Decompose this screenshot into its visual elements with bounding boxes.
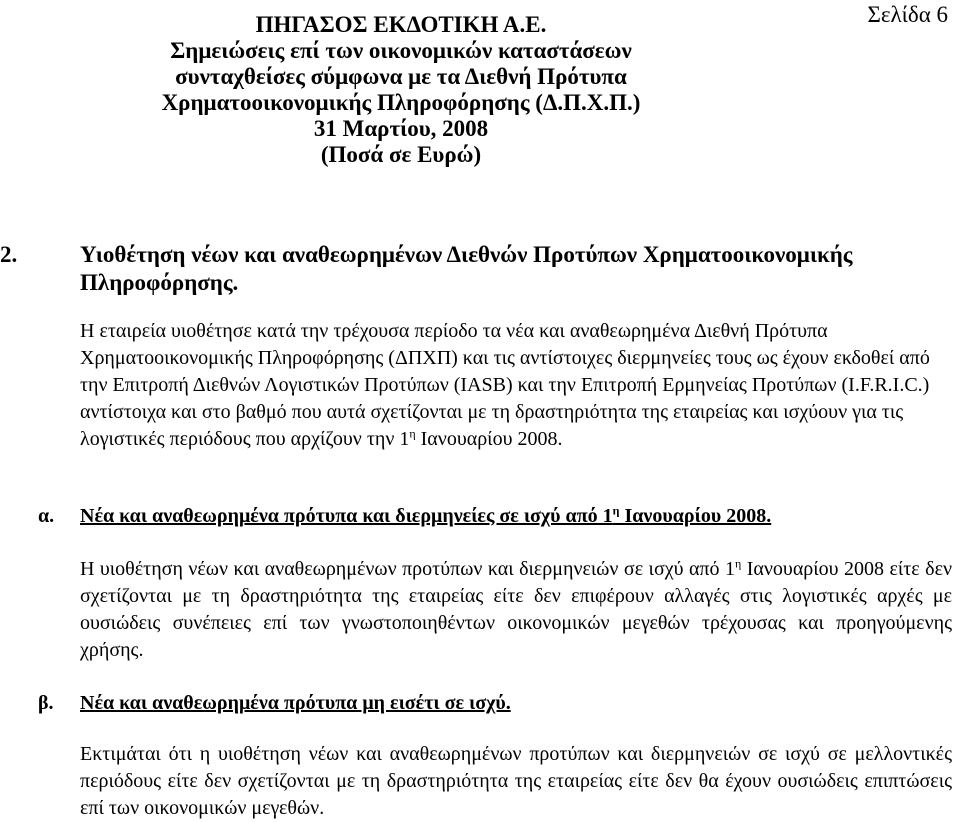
intro-text: Η εταιρεία υιοθέτησε κατά την τρέχουσα περίοδο τα νέα και αναθεωρημένα Διεθνή Πρότυπα Χρηματοοικονομικής Πληροφόρησης (ΔΠΧΠ) και τις αντίστοιχες διερμηνείες τους ως έχουν εκδοθεί από την Επιτροπή Διεθνών Λογιστικών Προτύπων (IASB) και την Επιτροπή Ερμηνείας Προτύπων (I.F.R.I.C.) αντίστοιχα και στο βαθμό που αυτά σχετίζονται με τη δραστηριότητα της εταιρείας και ισχύουν για τις λογιστικές περιόδους που αρχίζουν την 1 [80, 320, 930, 450]
subsection-a-body-end: Ιανουαρίου 2008 είτε δεν σχετίζονται με τη δραστηριότητα της εταιρείας είτε δεν επιφέρουν αλλαγές στις λογιστικές αρχές με ουσιώδεις συνέπειες επί των γνωστοποιηθέντων οικονομικών μεγεθών τρέχουσας και προηγούμενης χρήσης. [80, 558, 953, 661]
header-line-standards: συνταχθείσες σύμφωνα με τα Διεθνή Πρότυπα [175, 64, 627, 89]
subsection-a-paragraph [80, 556, 952, 664]
subsection-a-title-end: Ιανουαρίου 2008. [619, 505, 772, 527]
header-line-notes: Σημειώσεις επί των οικονομικών καταστάσεων [170, 38, 632, 63]
subsection-a-letter: α. [38, 505, 55, 527]
section-heading [0, 241, 900, 297]
subsection-b-title: Νέα και αναθεωρημένα πρότυπα μη εισέτι σε ισχύ. [80, 692, 511, 714]
section-intro-paragraph [80, 318, 952, 453]
document-header [0, 12, 960, 168]
intro-superscript: η [409, 426, 416, 441]
subsection-a-title [0, 503, 940, 530]
subsection-a-heading [0, 503, 940, 530]
header-line-date: 31 Μαρτίου, 2008 [313, 116, 489, 141]
subsection-a-title-sup: η [612, 503, 620, 518]
subsection-b-letter: β. [38, 692, 54, 714]
page-number: Σελίδα 6 [867, 2, 948, 27]
subsection-a-body: Η υιοθέτηση νέων και αναθεωρημένων προτύπων και διερμηνειών σε ισχύ από 1 [80, 558, 735, 580]
subsection-a-title-text: Νέα και αναθεωρημένα πρότυπα και διερμηνείες σε ισχύ από 1 [80, 505, 613, 527]
header-line-ifrs: Χρηματοοικονομικής Πληροφόρησης (Δ.Π.Χ.Π.) [161, 90, 641, 115]
header-line-currency: (Ποσά σε Ευρώ) [320, 142, 482, 167]
company-name: ΠΗΓΑΣΟΣ ΕΚΔΟΤΙΚΗ Α.Ε. [255, 12, 547, 37]
section-title: Υιοθέτηση νέων και αναθεωρημένων Διεθνών Προτύπων Χρηματοοικονομικής Πληροφόρησης. [80, 242, 853, 295]
subsection-a-body-sup: η [735, 556, 742, 571]
section-number: 2. [0, 242, 18, 267]
subsection-b-paragraph: Εκτιμάται ότι η υιοθέτηση νέων και αναθεωρημένων προτύπων και διερμηνειών σε ισχύ σε μελλοντικές περιόδους είτε δεν σχετίζονται με τη δραστηριότητα της εταιρείας είτε δεν θα έχουν ουσιώδεις επιπτώσεις επί των οικονομικών μεγεθών. [80, 743, 952, 819]
subsection-b-heading [0, 690, 940, 717]
intro-text-end: Ιανουαρίου 2008. [415, 428, 563, 450]
